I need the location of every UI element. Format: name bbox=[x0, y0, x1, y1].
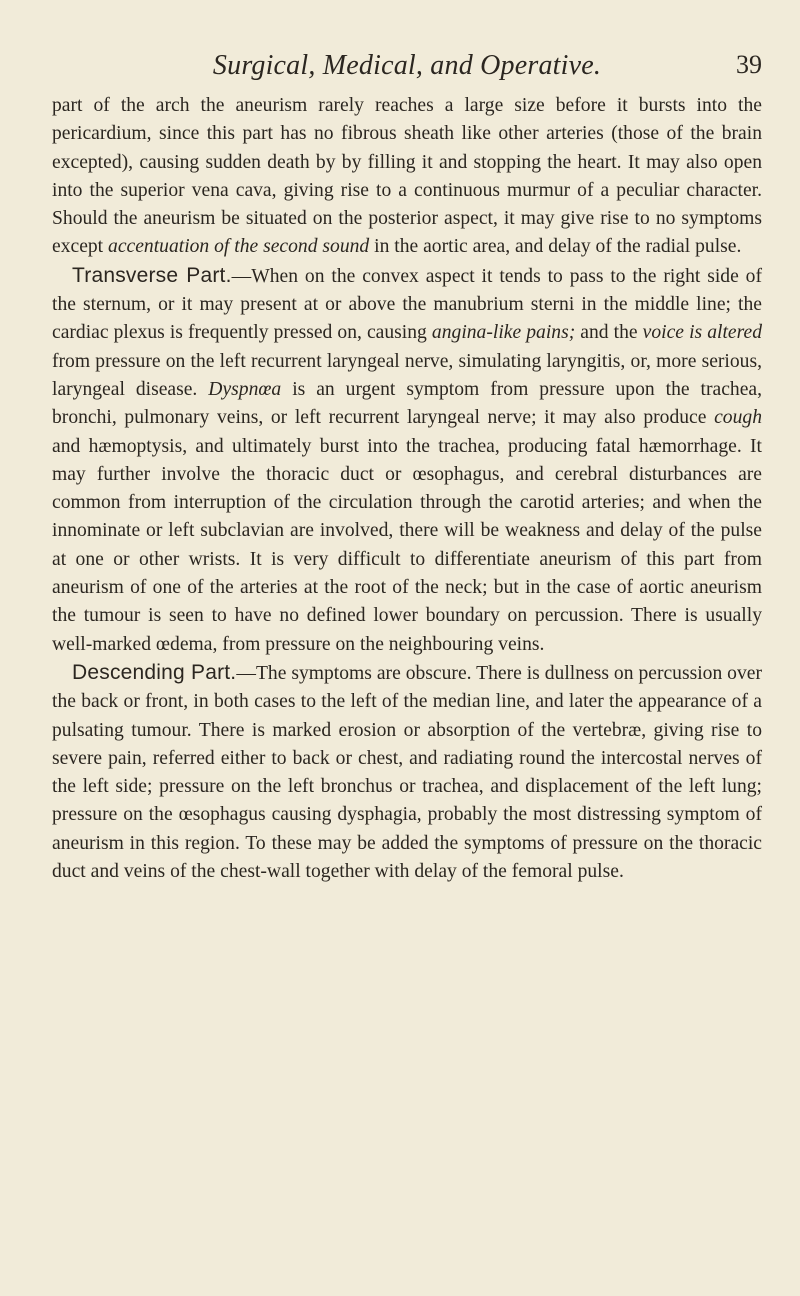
paragraph-body bbox=[52, 263, 762, 655]
section-heading-descending-part: Descending Part. bbox=[72, 660, 237, 684]
paragraph-body bbox=[52, 660, 762, 883]
body-text-run: and the bbox=[575, 322, 643, 344]
italic-text: cough bbox=[714, 407, 762, 429]
section-heading-transverse-part: Transverse Part. bbox=[72, 263, 232, 287]
body-text-run: in the aortic area, and delay of the radial pulse. bbox=[369, 236, 742, 258]
body-text-run: —When on the convex aspect it tends to pass to the right side of the sternum, or it may present at or above the manubrium sterni in the middle line; the cardiac plexus is frequently pressed on, causing bbox=[52, 265, 762, 344]
paragraph-descending-part bbox=[52, 659, 762, 886]
body-text-run: —The symptoms are obscure. There is dullness on percussion over the back or front, in both cases to the left of the median line, and later the appearance of a pulsating tumour. There is marked erosion or absorption of the vertebræ, giving rise to severe pain, referred either to back or chest, and radiating round the intercostal nerves of the left side; pressure on the left bronchus or trachea, and displacement of the left lung; pressure on the œsophagus causing dysphagia, probably the most distressing symptom of aneurism in this region. To these may be added the symptoms of pressure on the thoracic duct and veins of the chest-wall together with delay of the femoral pulse. bbox=[52, 662, 762, 883]
italic-text: voice is altered bbox=[642, 322, 762, 344]
italic-text: accentuation of the second sound bbox=[108, 236, 370, 258]
paragraph-continuation bbox=[52, 92, 762, 262]
body-text-run: is an urgent symptom from pressure upon the trachea, bronchi, pulmonary veins, or left recurrent laryngeal nerve; it may also produce bbox=[52, 378, 762, 429]
page-header bbox=[52, 50, 762, 84]
italic-text: angina-like pains; bbox=[431, 322, 576, 344]
paragraph-body bbox=[52, 95, 762, 257]
page-number: 39 bbox=[736, 50, 762, 79]
body-text-run: and hæmoptysis, and ultimately burst into the trachea, producing fatal hæmorrhage. It may further involve the thoracic duct or œsophagus, and cerebral disturbances are common from interruption of the circulation through the carotid arteries; and when the innominate or left subclavian are involved, there will be weakness and delay of the pulse at one or other wrists. It is very difficult to differentiate aneurism of this part from aneurism of one of the arteries at the root of the neck; but in the case of aortic aneurism the tumour is seen to have no defined lower boundary on percussion. There is usually well-marked œdema, from pressure on the neighbouring veins. bbox=[52, 435, 762, 655]
running-title: Surgical, Medical, and Operative. bbox=[212, 50, 602, 81]
body-text-run: from pressure on the left recurrent laryngeal nerve, simulating laryngitis, or, more serious, laryngeal disease. bbox=[52, 350, 762, 400]
body-text bbox=[52, 92, 762, 886]
body-text-run: part of the arch the aneurism rarely reaches a large size before it bursts into the pericardium, since this part has no fibrous sheath like other arteries (those of the brain excepted), causing sudden death by by filling it and stopping the heart. It may also open into the superior vena cava, giving rise to a continuous murmur of a peculiar character. Should the aneurism be situated on the posterior aspect, it may give rise to no symptoms except bbox=[52, 95, 762, 258]
paragraph-transverse-part bbox=[52, 262, 762, 659]
italic-text: Dyspnœa bbox=[208, 378, 282, 400]
